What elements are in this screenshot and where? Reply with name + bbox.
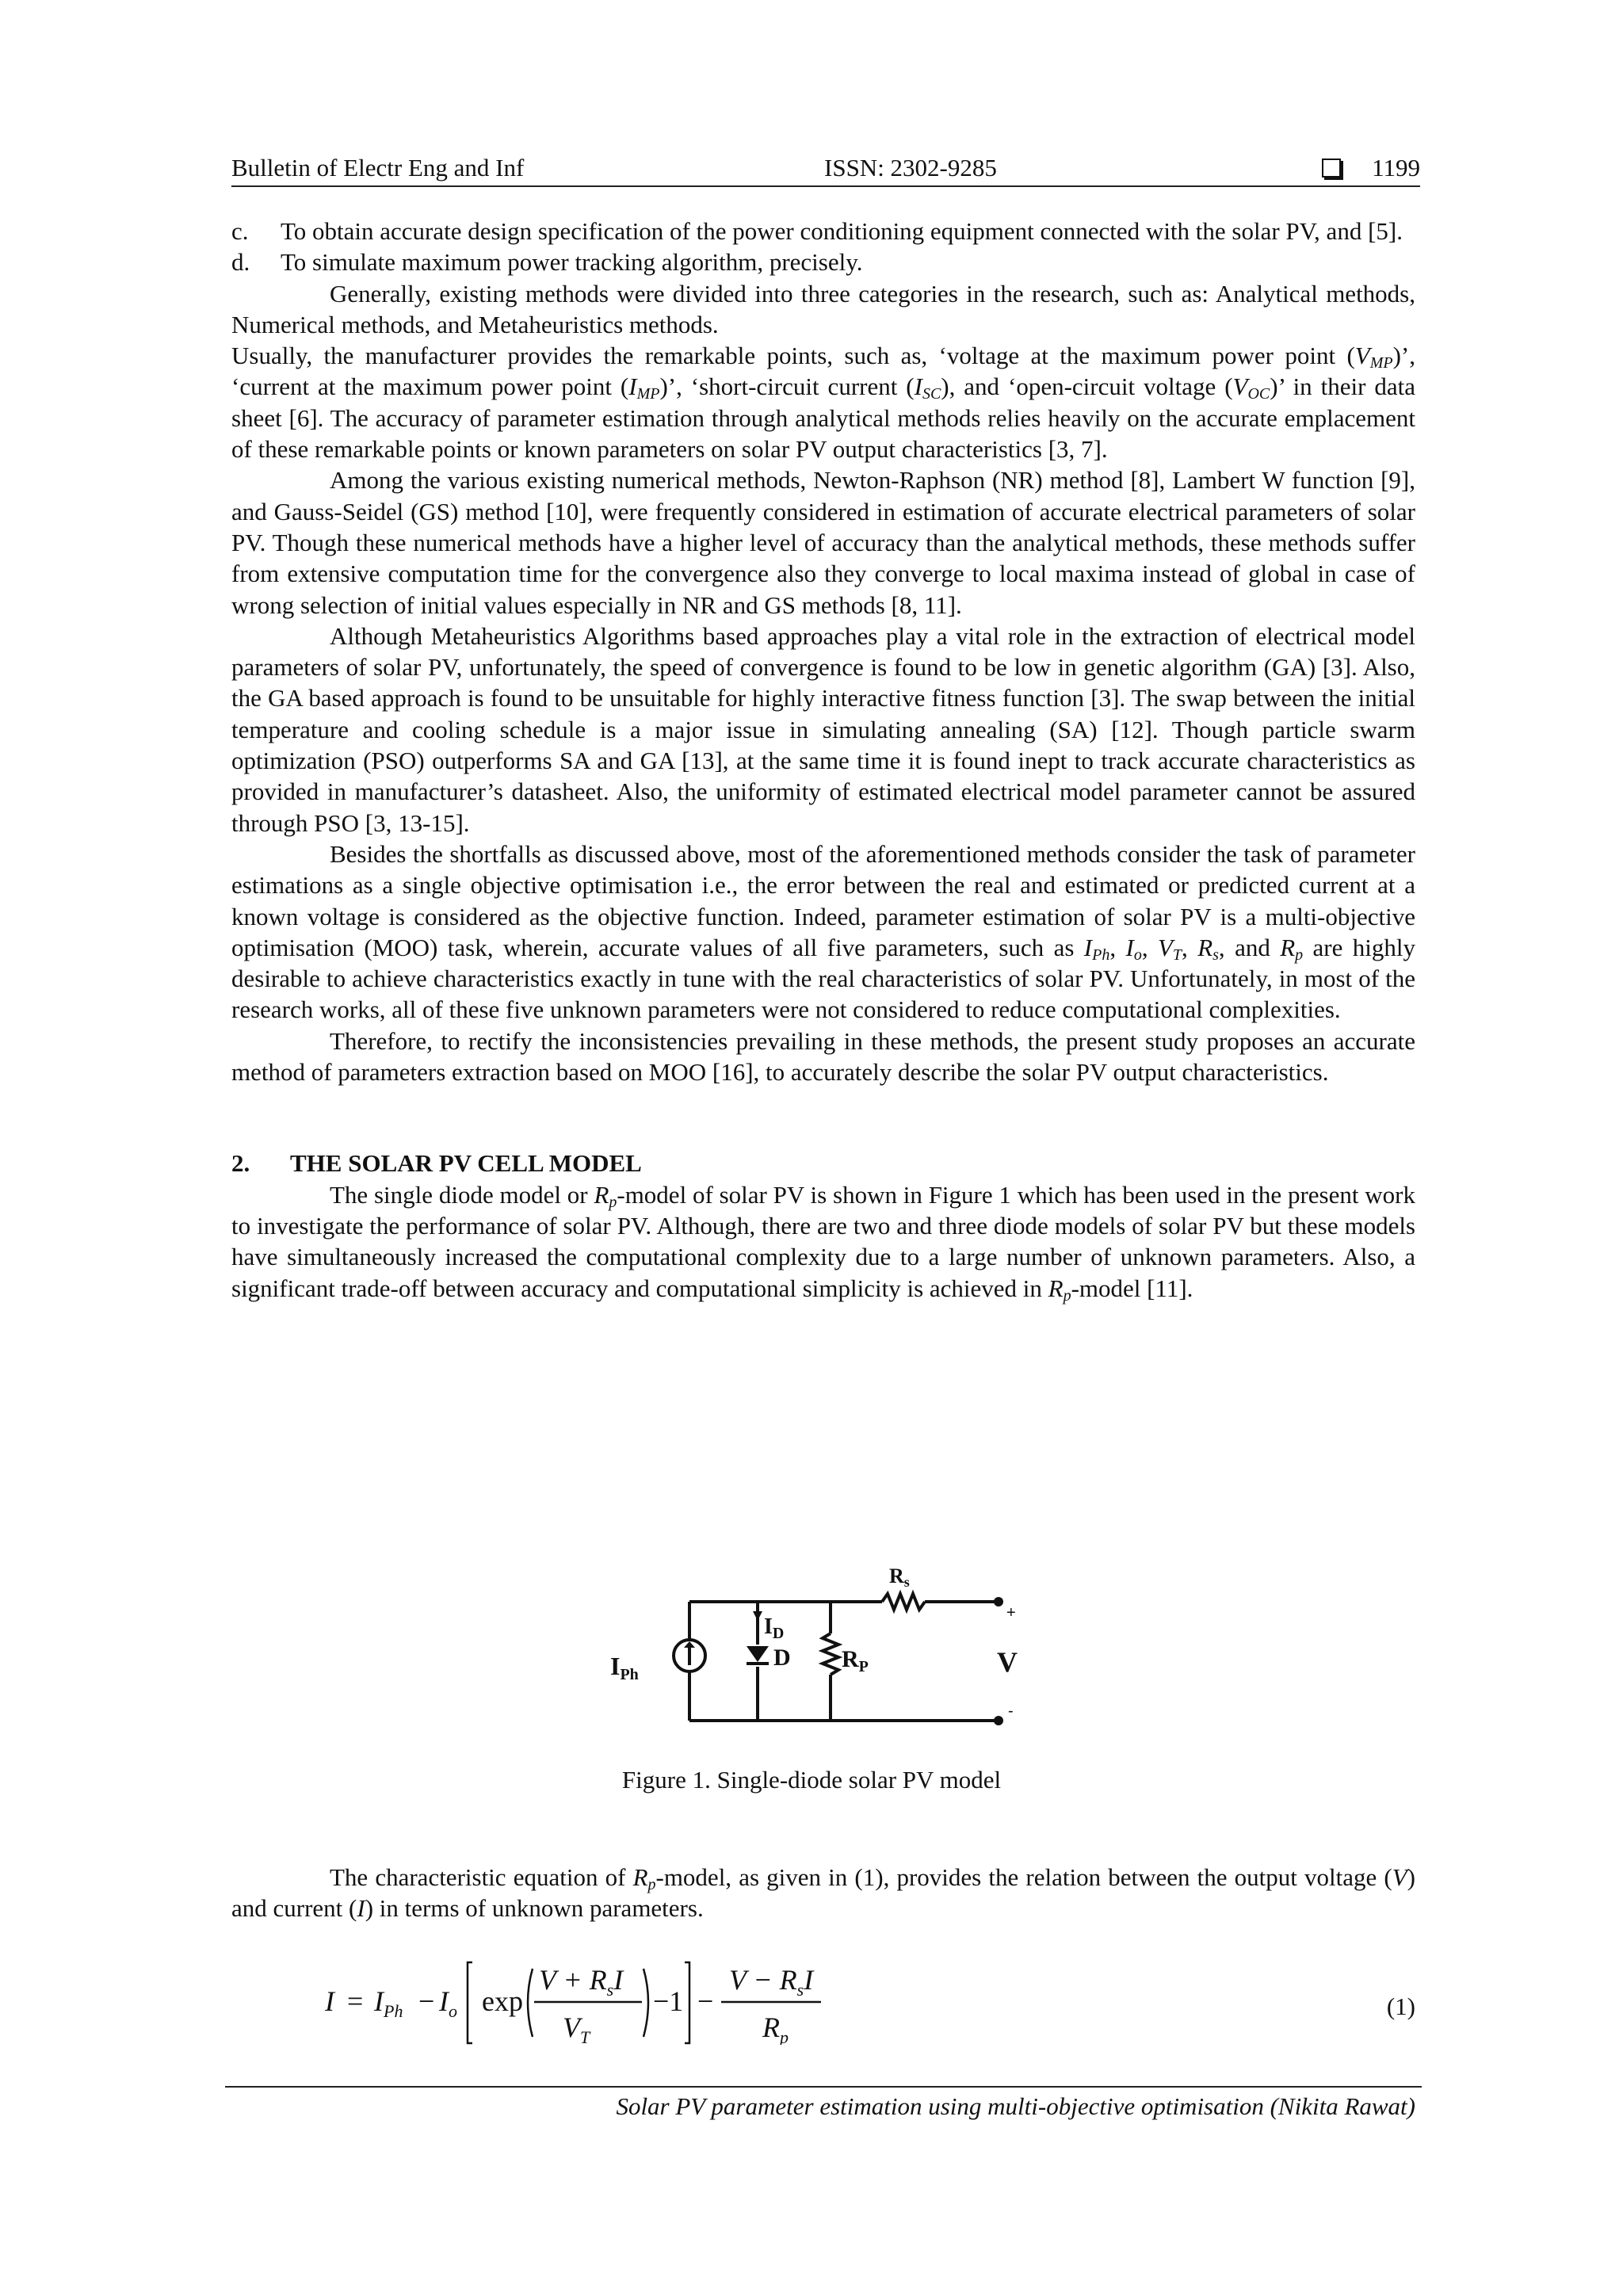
equation-number: (1) [1386,1992,1415,2020]
svg-text:Rp: $R_p$ [762,2011,789,2045]
paragraph: The characteristic equation of $R_p$-model, as given in (1), provides the relation between the output voltage (V) and current (I) in terms of unknown parameters. [231,1863,1415,1923]
list-item [231,246,1415,277]
list-item-text: To obtain accurate design specification of the power conditioning equipment connected with the solar PV, and [5]. [281,217,1403,245]
footer-rule [225,2086,1422,2088]
svg-text:−1: −1 [653,1985,684,2017]
svg-text:I: I [325,1985,334,2017]
list-item-label: d. [231,248,250,277]
svg-text:RP: $R_P$ [842,1646,869,1675]
figure-caption: Figure 1. Single-diode solar PV model [621,1766,1002,1794]
page-header [231,151,1420,187]
issn: ISSN: 2302-9285 [824,154,997,181]
rs-label: R [889,1565,904,1587]
circuit-diagram [610,1565,1038,1732]
body-text [231,216,1415,1304]
svg-text:=: = [347,1985,364,2017]
paragraph: Generally, existing methods were divided into three categories in the research, such as: Analytical methods, Numerical methods, and Metaheuristics methods. [231,279,1415,338]
svg-text:exp: exp [482,1985,523,2017]
equation-1 [325,1958,911,2045]
svg-text:−: − [697,1985,714,2017]
svg-text:Rs: Rs [889,1565,910,1590]
square-bullet-icon [1322,159,1341,178]
diode-label: D [773,1645,791,1671]
rp-label: R [842,1646,859,1672]
list-item-label: c. [231,217,249,245]
voltage-label: V [997,1646,1018,1678]
svg-text:ID: $I_D$ [764,1614,785,1642]
paragraph: Therefore, to rectify the inconsistencies prevailing in these methods, the present study proposes an accurate method of parameters extraction based on MOO [16], to accurately describe the solar PV output characteristics. [231,1026,1415,1087]
paragraph: Usually, the manufacturer provides the remarkable points, such as, ‘voltage at the maximum power point $(V_{MP})$’, ‘current at the maximum power point $(I_{MP})$’, ‘short-circuit current $(I_{SC})$, and ‘open-circuit voltage $(V_{OC})$’ in their data sheet [6]. The accuracy of parameter estimation through analytical methods relies heavily on the accurate emplacement of these remarkable points or known parameters on solar PV output characteristics [3, 7]. [231,342,1416,464]
svg-text:V + RsI: $V + R_sI$ [539,1964,624,2000]
svg-text:VT: $V_T$ [563,2011,590,2045]
plus-terminal: + [1006,1604,1016,1622]
page-number: 1199 [1372,154,1420,181]
paragraph: Although Metaheuristics Algorithms based approaches play a vital role in the extraction of electrical model parameters of solar PV, unfortunately, the speed of convergence is found to be low in genetic algorithm (GA) [3]. Also, the GA based approach is found to be unsuitable for highly interactive fitness function [3]. The swap between the initial temperature and cooling schedule is a major issue in simulating annealing (SA) [12]. Though particle swarm optimization (PSO) outperforms SA and GA [13], at the same time it is found inept to track accurate characteristics as provided in manufacturer’s datasheet. Also, the uniformity of estimated electrical model parameter cannot be assured through PSO [3, 13-15]. [231,621,1415,837]
iph-label: I [610,1652,621,1680]
id-label: I [764,1614,773,1639]
svg-text:Io: $I_o$ [439,1985,457,2021]
svg-text:−: − [418,1985,435,2017]
list-item [231,216,1415,246]
section-heading: 2. THE SOLAR PV CELL MODEL [231,1149,642,1178]
paragraph: The single diode model or $R_p$-model of solar PV is shown in Figure 1 which has been used in the present work to investigate the performance of solar PV. Although, there are two and three diode models of solar PV but these models have simultaneously increased the computational complexity due to a large number of unknown parameters. Also, a significant trade-off between accuracy and computational simplicity is achieved in $R_p$-model [11]. [231,1180,1415,1305]
minus-terminal: - [1008,1702,1014,1720]
svg-text:IPh: IPh [610,1652,639,1683]
paragraph: Among the various existing numerical methods, Newton-Raphson (NR) method [8], Lambert W function [9], and Gauss-Seidel (GS) method [10], were frequently considered in estimation of accurate electrical parameters of solar PV. Though these numerical methods have a higher level of accuracy than the analytical methods, these methods suffer from extensive computation time for the convergence also they converge to local maxima instead of global in case of wrong selection of initial values especially in NR and GS methods [8, 11]. [231,466,1415,619]
page-footer: Solar PV parameter estimation using multi-objective optimisation (Nikita Rawat) [616,2092,1415,2120]
journal-name: Bulletin of Electr Eng and Inf [231,154,525,181]
list-item-text: To simulate maximum power tracking algorithm, precisely. [281,248,863,277]
svg-text:IPh: $I_{Ph}$ [374,1985,403,2021]
paragraph: Besides the shortfalls as discussed above, most of the aforementioned methods consider the task of parameter estimations as a single objective optimisation i.e., the error between the real and estimated or predicted current at a known voltage is considered as the objective function. Indeed, parameter estimation of solar PV is a multi-objective optimisation (MOO) task, wherein, accurate values of all five parameters, such as $I_{Ph}$, $I_o$, $V_T$, $R_s$, and $R_p$ are highly desirable to achieve characteristics exactly in tune with the real characteristics of solar PV. Unfortunately, in most of the research works, all of these five unknown parameters were not considered to reduce computational complexities. [231,839,1416,1024]
svg-text:V − RsI: $V - R_sI$ [729,1964,814,2000]
